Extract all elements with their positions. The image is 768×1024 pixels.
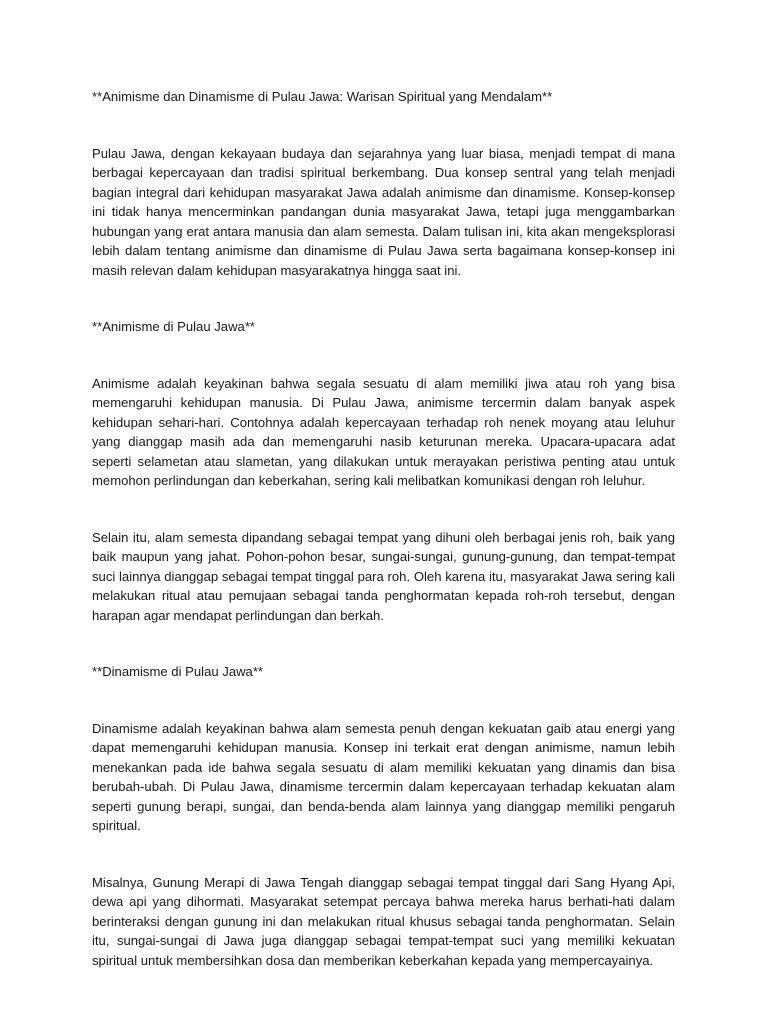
intro-paragraph: Pulau Jawa, dengan kekayaan budaya dan sejarahnya yang luar biasa, menjadi tempat di mana berbagai kepercayaan dan tradisi spiritual berkembang. Dua konsep sentral yang telah menjadi bagian integral dari kehidupan masyarakat Jawa adalah animisme dan dinamisme. Konsep-konsep ini tidak hanya mencerminkan pandangan dunia masyarakat Jawa, tetapi juga menggambarkan hubungan yang erat antara manusia dan alam semesta. Dalam tulisan ini, kita akan mengeksplorasi lebih dalam tentang animisme dan dinamisme di Pulau Jawa serta bagaimana konsep-konsep ini masih relevan dalam kehidupan masyarakatnya hingga saat ini. xyxy=(92,145,675,278)
section-heading-dinamisme: **Dinamisme di Pulau Jawa** xyxy=(92,664,264,679)
animisme-paragraph-2: Selain itu, alam semesta dipandang sebagai tempat yang dihuni oleh berbagai jenis roh, baik yang baik maupun yang jahat. Pohon-pohon besar, sungai-sungai, gunung-gunung, dan tempat-tempat suci lainnya dianggap sebagai tempat tinggal para roh. Oleh karena itu, masyarakat Jawa sering kali melakukan ritual atau pemujaan sebagai tanda penghormatan kepada roh-roh tersebut, dengan harapan agar mendapat perlindungan dan berkah. xyxy=(92,529,675,623)
document-page xyxy=(92,87,675,970)
dinamisme-paragraph-2: Misalnya, Gunung Merapi di Jawa Tengah dianggap sebagai tempat tinggal dari Sang Hyang Api, dewa api yang dihormati. Masyarakat setempat percaya bahwa mereka harus berhati-hati dalam berinteraksi dengan gunung ini dan melakukan ritual khusus sebagai tanda penghormatan. Selain itu, sungai-sungai di Jawa juga dianggap sebagai tempat-tempat suci yang memiliki kekuatan spiritual untuk membersihkan dosa dan memberikan keberkahan kepada yang mempercayainya. xyxy=(92,874,675,968)
document-title: **Animisme dan Dinamisme di Pulau Jawa: Warisan Spiritual yang Mendalam** xyxy=(92,89,553,104)
dinamisme-paragraph-1: Dinamisme adalah keyakinan bahwa alam semesta penuh dengan kekuatan gaib atau energi yang dapat memengaruhi kehidupan manusia. Konsep ini terkait erat dengan animisme, namun lebih menekankan pada ide bahwa segala sesuatu di alam memiliki kekuatan yang dinamis dan bisa berubah-ubah. Di Pulau Jawa, dinamisme tercermin dalam kepercayaan terhadap kekuatan alam seperti gunung berapi, sungai, dan benda-benda alam lainnya yang dianggap memiliki pengaruh spiritual. xyxy=(92,720,675,833)
animisme-paragraph-1: Animisme adalah keyakinan bahwa segala sesuatu di alam memiliki jiwa atau roh yang bisa memengaruhi kehidupan manusia. Di Pulau Jawa, animisme tercermin dalam banyak aspek kehidupan sehari-hari. Contohnya adalah kepercayaan terhadap roh nenek moyang atau leluhur yang dianggap masih ada dan memengaruhi nasib keturunan mereka. Upacara-upacara adat seperti selametan atau slametan, yang dilakukan untuk merayakan peristiwa penting atau untuk memohon perlindungan dan keberkahan, sering kali melibatkan komunikasi dengan roh leluhur. xyxy=(92,375,675,488)
section-heading-animisme: **Animisme di Pulau Jawa** xyxy=(92,319,256,334)
